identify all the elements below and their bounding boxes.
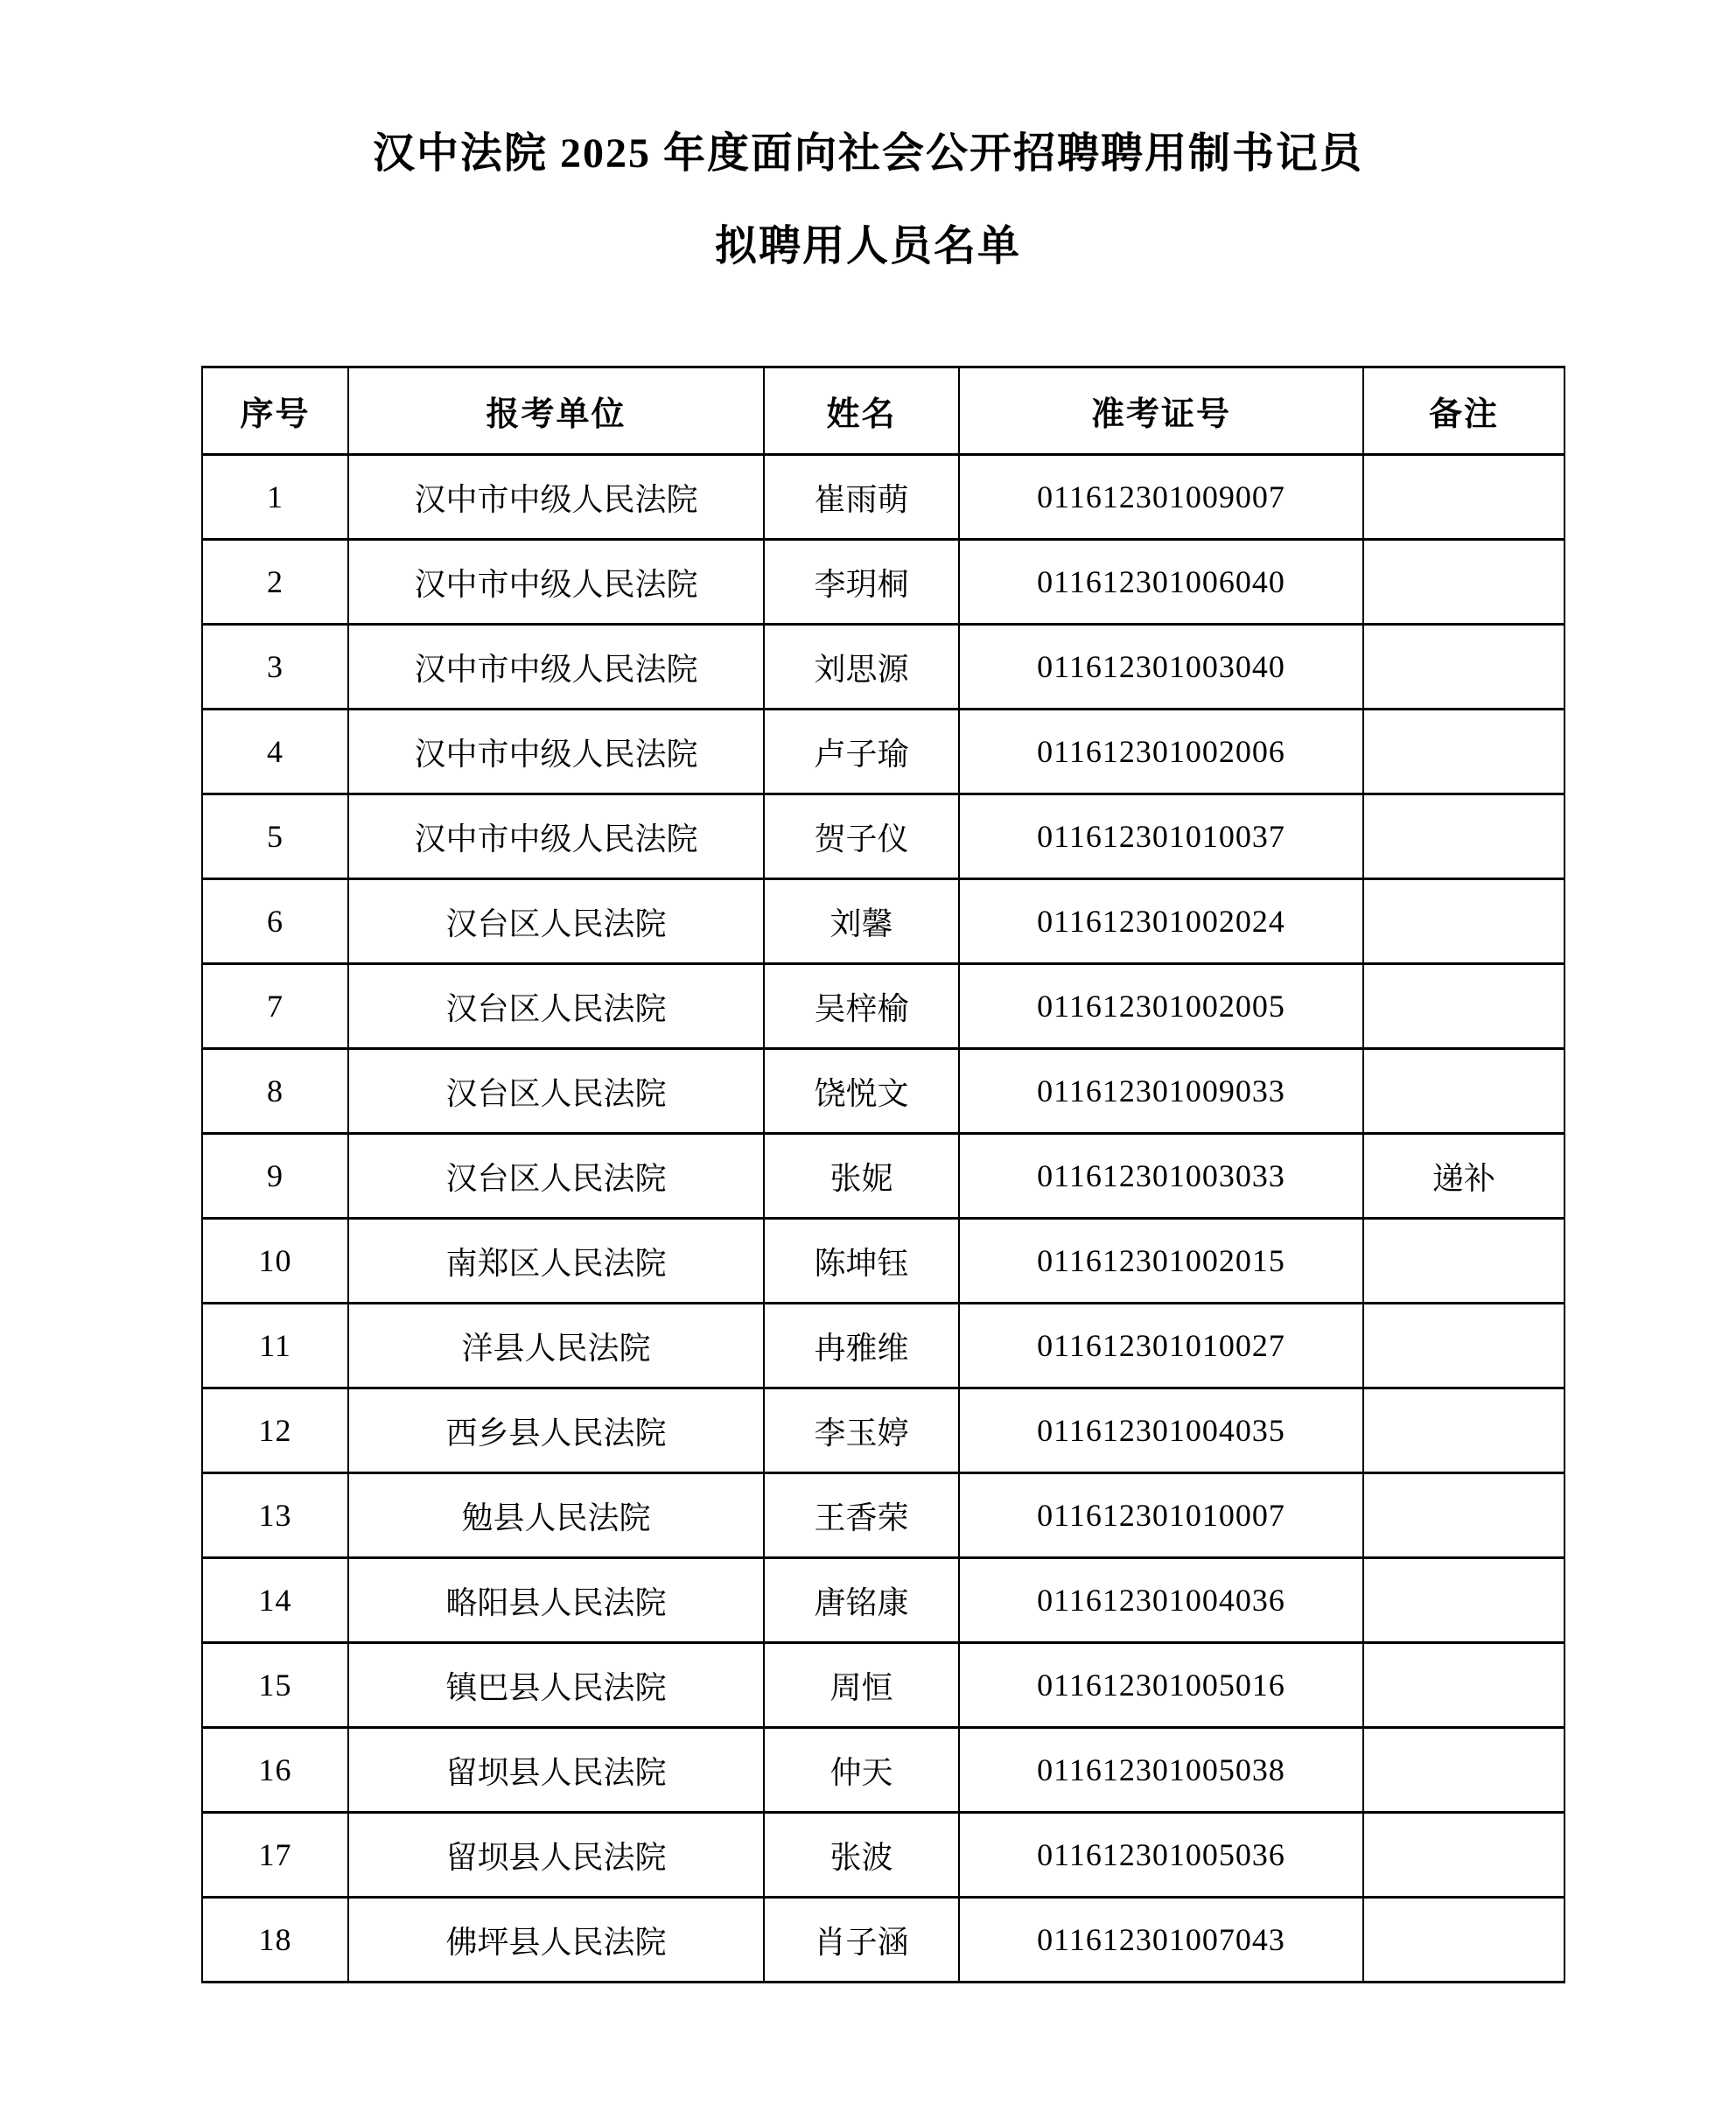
cell-remark <box>1363 1558 1564 1643</box>
table-row <box>202 1473 1564 1558</box>
cell-name: 崔雨萌 <box>764 455 959 540</box>
cell-unit: 留坝县人民法院 <box>348 1813 764 1898</box>
cell-unit: 汉中市中级人民法院 <box>348 710 764 794</box>
table-row <box>202 879 1564 964</box>
cell-unit: 汉台区人民法院 <box>348 1134 764 1219</box>
cell-ticket: 011612301009007 <box>959 455 1363 540</box>
cell-ticket: 011612301010007 <box>959 1473 1363 1558</box>
cell-no: 10 <box>202 1219 348 1304</box>
cell-unit: 南郑区人民法院 <box>348 1219 764 1304</box>
cell-no: 13 <box>202 1473 348 1558</box>
cell-remark <box>1363 964 1564 1049</box>
cell-ticket: 011612301010027 <box>959 1304 1363 1388</box>
column-header-ticket: 准考证号 <box>959 367 1363 455</box>
cell-no: 3 <box>202 625 348 710</box>
table-row <box>202 1134 1564 1219</box>
cell-remark <box>1363 1728 1564 1813</box>
cell-name: 冉雅维 <box>764 1304 959 1388</box>
cell-no: 18 <box>202 1898 348 1983</box>
cell-unit: 汉中市中级人民法院 <box>348 625 764 710</box>
cell-no: 14 <box>202 1558 348 1643</box>
table-row <box>202 1219 1564 1304</box>
cell-remark <box>1363 1049 1564 1134</box>
table-row <box>202 1388 1564 1473</box>
cell-ticket: 011612301002005 <box>959 964 1363 1049</box>
cell-no: 16 <box>202 1728 348 1813</box>
cell-no: 5 <box>202 794 348 879</box>
cell-ticket: 011612301004035 <box>959 1388 1363 1473</box>
cell-remark <box>1363 1388 1564 1473</box>
cell-ticket: 011612301004036 <box>959 1558 1363 1643</box>
cell-remark <box>1363 1643 1564 1728</box>
table-row <box>202 1304 1564 1388</box>
table-row <box>202 1813 1564 1898</box>
cell-unit: 汉台区人民法院 <box>348 879 764 964</box>
table-row <box>202 540 1564 625</box>
cell-name: 王香荣 <box>764 1473 959 1558</box>
table-body <box>202 455 1564 1983</box>
cell-ticket: 011612301006040 <box>959 540 1363 625</box>
cell-remark: 递补 <box>1363 1134 1564 1219</box>
cell-no: 7 <box>202 964 348 1049</box>
cell-ticket: 011612301005036 <box>959 1813 1363 1898</box>
cell-ticket: 011612301002024 <box>959 879 1363 964</box>
cell-remark <box>1363 455 1564 540</box>
cell-unit: 汉中市中级人民法院 <box>348 455 764 540</box>
column-header-remark: 备注 <box>1363 367 1564 455</box>
column-header-no: 序号 <box>202 367 348 455</box>
cell-remark <box>1363 1813 1564 1898</box>
cell-remark <box>1363 625 1564 710</box>
table-header-row <box>202 367 1564 455</box>
cell-name: 肖子涵 <box>764 1898 959 1983</box>
table-row <box>202 1898 1564 1983</box>
cell-ticket: 011612301002015 <box>959 1219 1363 1304</box>
cell-name: 张妮 <box>764 1134 959 1219</box>
document-title-line2: 拟聘用人员名单 <box>714 223 1021 269</box>
cell-name: 唐铭康 <box>764 1558 959 1643</box>
cell-ticket: 011612301005016 <box>959 1643 1363 1728</box>
cell-unit: 略阳县人民法院 <box>348 1558 764 1643</box>
cell-no: 15 <box>202 1643 348 1728</box>
column-header-name: 姓名 <box>764 367 959 455</box>
cell-remark <box>1363 540 1564 625</box>
cell-name: 张波 <box>764 1813 959 1898</box>
cell-ticket: 011612301003040 <box>959 625 1363 710</box>
cell-name: 刘馨 <box>764 879 959 964</box>
cell-unit: 镇巴县人民法院 <box>348 1643 764 1728</box>
column-header-unit: 报考单位 <box>348 367 764 455</box>
cell-ticket: 011612301002006 <box>959 710 1363 794</box>
cell-no: 4 <box>202 710 348 794</box>
cell-no: 11 <box>202 1304 348 1388</box>
cell-remark <box>1363 710 1564 794</box>
cell-name: 贺子仪 <box>764 794 959 879</box>
cell-ticket: 011612301007043 <box>959 1898 1363 1983</box>
cell-unit: 汉中市中级人民法院 <box>348 540 764 625</box>
cell-no: 8 <box>202 1049 348 1134</box>
cell-remark <box>1363 1898 1564 1983</box>
cell-ticket: 011612301003033 <box>959 1134 1363 1219</box>
cell-remark <box>1363 1219 1564 1304</box>
cell-name: 饶悦文 <box>764 1049 959 1134</box>
document-title-line1: 汉中法院 2025 年度面向社会公开招聘聘用制书记员 <box>372 130 1363 177</box>
cell-unit: 汉中市中级人民法院 <box>348 794 764 879</box>
cell-name: 吴梓榆 <box>764 964 959 1049</box>
cell-no: 17 <box>202 1813 348 1898</box>
cell-unit: 西乡县人民法院 <box>348 1388 764 1473</box>
cell-name: 刘思源 <box>764 625 959 710</box>
table-row <box>202 1643 1564 1728</box>
cell-no: 12 <box>202 1388 348 1473</box>
cell-name: 周恒 <box>764 1643 959 1728</box>
cell-no: 6 <box>202 879 348 964</box>
cell-unit: 勉县人民法院 <box>348 1473 764 1558</box>
cell-name: 陈坤钰 <box>764 1219 959 1304</box>
table-row <box>202 1049 1564 1134</box>
table-row <box>202 625 1564 710</box>
cell-ticket: 011612301009033 <box>959 1049 1363 1134</box>
cell-unit: 佛坪县人民法院 <box>348 1898 764 1983</box>
cell-remark <box>1363 794 1564 879</box>
cell-unit: 汉台区人民法院 <box>348 964 764 1049</box>
cell-remark <box>1363 1473 1564 1558</box>
table-row <box>202 1558 1564 1643</box>
cell-name: 李玥桐 <box>764 540 959 625</box>
hired-personnel-table <box>201 366 1565 1983</box>
table-row <box>202 455 1564 540</box>
cell-name: 李玉婷 <box>764 1388 959 1473</box>
cell-unit: 洋县人民法院 <box>348 1304 764 1388</box>
cell-no: 2 <box>202 540 348 625</box>
table-row <box>202 794 1564 879</box>
cell-unit: 汉台区人民法院 <box>348 1049 764 1134</box>
cell-name: 仲天 <box>764 1728 959 1813</box>
cell-unit: 留坝县人民法院 <box>348 1728 764 1813</box>
cell-name: 卢子瑜 <box>764 710 959 794</box>
cell-remark <box>1363 879 1564 964</box>
cell-no: 9 <box>202 1134 348 1219</box>
cell-no: 1 <box>202 455 348 540</box>
table-row <box>202 1728 1564 1813</box>
table-row <box>202 964 1564 1049</box>
cell-remark <box>1363 1304 1564 1388</box>
table-row <box>202 710 1564 794</box>
cell-ticket: 011612301005038 <box>959 1728 1363 1813</box>
cell-ticket: 011612301010037 <box>959 794 1363 879</box>
